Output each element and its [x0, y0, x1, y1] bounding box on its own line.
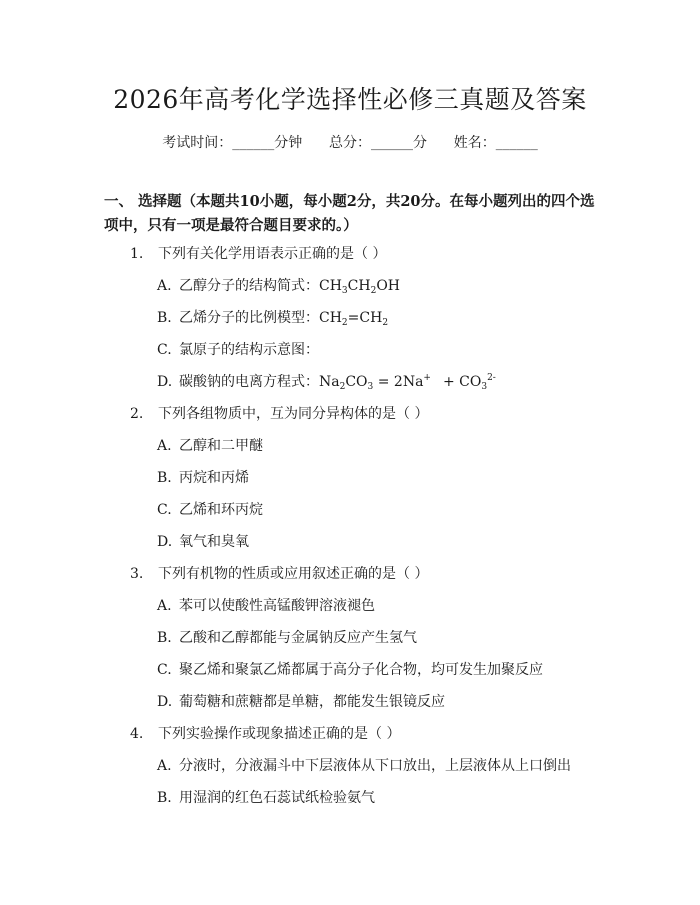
option-text: 碳酸钠的电离方程式：: [179, 374, 319, 390]
score-blank: ______: [371, 135, 413, 151]
formula-sub: 3: [341, 286, 348, 296]
question-text: 下列有机物的性质或应用叙述正确的是（ ）: [158, 566, 429, 582]
formula-part: CO: [345, 374, 368, 390]
formula-sub: 2: [339, 382, 346, 392]
option-letter: D.: [157, 534, 173, 550]
formula: [319, 310, 388, 326]
option-text: 乙烯分子的比例模型：: [179, 310, 319, 326]
formula-part: Na: [319, 374, 340, 390]
formula-part: CH: [319, 310, 342, 326]
option-text: 丙烷和丙烯: [179, 470, 249, 486]
option-letter: A.: [157, 598, 172, 614]
formula: [319, 278, 400, 294]
option-text: 用湿润的红色石蕊试纸检验氨气: [179, 790, 375, 806]
formula-part: =CH: [347, 310, 383, 326]
option-text: 聚乙烯和聚氯乙烯都属于高分子化合物，均可发生加聚反应: [179, 662, 543, 678]
q3-option-a: [157, 595, 375, 615]
option-text: 苯可以使酸性高锰酸钾溶液褪色: [179, 598, 375, 614]
option-text: 氯原子的结构示意图：: [179, 342, 319, 358]
question-4: [130, 723, 400, 743]
q3-option-c: [157, 659, 543, 679]
formula-sub: 2: [382, 318, 389, 328]
formula-part: OH: [376, 278, 400, 294]
q4-option-b: [157, 787, 375, 807]
formula-sub: 2: [370, 286, 377, 296]
time-unit: 分钟: [274, 135, 303, 151]
q2-option-d: [157, 531, 249, 551]
option-text: 分液时，分液漏斗中下层液体从下口放出，上层液体从上口倒出: [179, 758, 571, 774]
q2-option-c: [157, 499, 263, 519]
option-letter: B.: [157, 310, 172, 326]
time-label: 考试时间：: [162, 135, 233, 151]
q1-option-c: [157, 339, 319, 359]
formula-part: CH: [319, 278, 342, 294]
q2-option-b: [157, 467, 249, 487]
option-text: 氧气和臭氧: [179, 534, 249, 550]
question-text: 下列有关化学用语表示正确的是（ ）: [158, 246, 387, 262]
option-letter: B.: [157, 470, 172, 486]
question-text: 下列各组物质中，互为同分异构体的是（ ）: [158, 406, 429, 422]
question-number: 4.: [130, 726, 144, 742]
question-text: 下列实验操作或现象描述正确的是（ ）: [158, 726, 401, 742]
option-letter: A.: [157, 758, 172, 774]
option-text: 乙醇分子的结构简式：: [179, 278, 319, 294]
option-text: 葡萄糖和蔗糖都是单糖，都能发生银镜反应: [179, 694, 445, 710]
option-letter: C.: [157, 342, 172, 358]
formula-part: CH: [347, 278, 371, 294]
option-letter: A.: [157, 278, 172, 294]
option-letter: B.: [157, 630, 172, 646]
section-heading: 一、 选择题（本题共10小题，每小题2分，共20分。在每小题列出的四个选项中，只有一项是最符合题目要求的。）: [104, 193, 595, 234]
option-text: 乙酸和乙醇都能与金属钠反应产生氢气: [179, 630, 417, 646]
name-label: 姓名：: [453, 135, 496, 151]
formula-sub: 3: [367, 382, 374, 392]
formula: [319, 374, 496, 390]
formula-part: = 2Na: [373, 374, 424, 390]
question-1: [130, 243, 386, 263]
question-number: 3.: [130, 566, 144, 582]
time-blank: ______: [232, 135, 275, 151]
exam-title: 2026年高考化学选择性必修三真题及答案: [113, 85, 587, 114]
q4-option-a: [157, 755, 571, 775]
option-text: 乙烯和环丙烷: [179, 502, 263, 518]
question-3: [130, 563, 428, 583]
option-letter: C.: [157, 502, 172, 518]
question-number: 1.: [130, 246, 144, 262]
question-number: 2.: [130, 406, 144, 422]
option-letter: A.: [157, 438, 172, 454]
q3-option-b: [157, 627, 417, 647]
formula-sub: 3: [481, 382, 488, 392]
name-blank: ______: [495, 135, 538, 151]
formula-sup: 2-: [487, 373, 496, 383]
q2-option-a: [157, 435, 263, 455]
q1-option-b: [157, 307, 388, 328]
q1-option-d: [157, 371, 496, 392]
option-letter: D.: [157, 694, 173, 710]
option-text: 乙醇和二甲醚: [179, 438, 263, 454]
q1-option-a: [157, 275, 400, 296]
option-letter: D.: [157, 374, 173, 390]
q3-option-d: [157, 691, 445, 711]
question-2: [130, 403, 428, 423]
formula-part: + CO: [442, 374, 482, 390]
score-unit: 分: [413, 135, 427, 151]
score-label: 总分：: [329, 135, 371, 151]
option-letter: C.: [157, 662, 172, 678]
formula-sup: +: [423, 373, 431, 383]
formula-sub: 2: [341, 318, 348, 328]
option-letter: B.: [157, 790, 172, 806]
exam-meta: [0, 132, 700, 152]
